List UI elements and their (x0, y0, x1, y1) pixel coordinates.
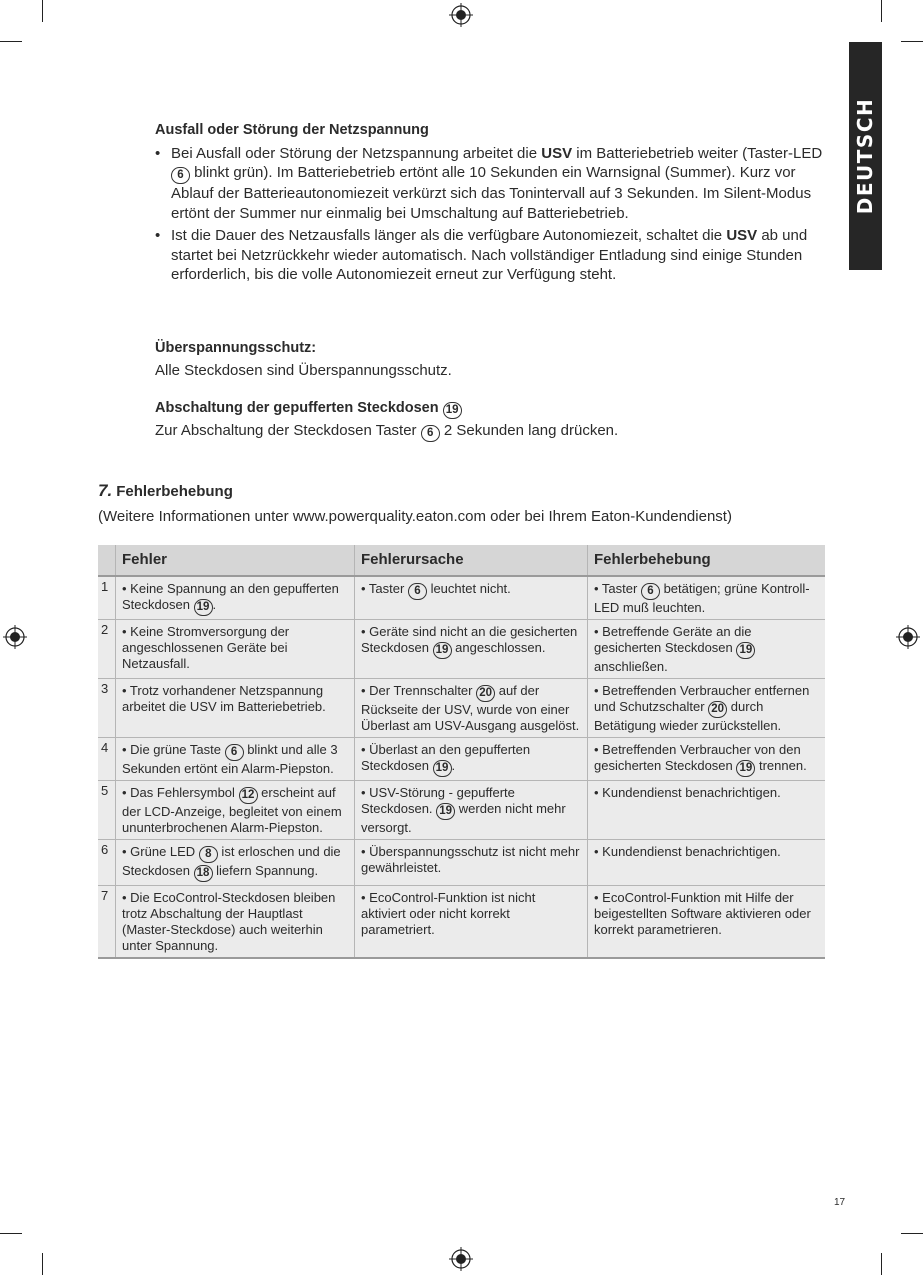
cell-text: • Betreffenden Verbraucher von den gesicherten Steckdosen (594, 742, 801, 773)
cell-text: erscheint auf der LCD-Anzeige, begleitet von einem ununterbrochenen Alarm-Piepston. (122, 785, 342, 835)
cell-fehlerursache (355, 738, 588, 781)
cell-text: trennen. (755, 758, 807, 773)
cell-text: durch Betätigung wieder zurückstellen. (594, 699, 782, 733)
ref-number-badge: 6 (408, 583, 427, 600)
table-header-row (98, 545, 825, 576)
cell-text: . (451, 758, 456, 773)
language-label: DEUTSCH (853, 97, 878, 215)
cell-text: werden nicht mehr versorgt. (361, 801, 566, 835)
cell-text: • Grüne LED (122, 844, 199, 859)
cell-text: • Die grüne Taste (122, 742, 225, 757)
outage-section (155, 121, 835, 285)
cell-text: • USV-Störung - gepufferte Steckdosen. (361, 785, 515, 816)
ref-number-badge: 20 (476, 685, 495, 702)
ref-number-badge: 18 (194, 865, 213, 882)
table-row (98, 886, 825, 959)
cell-text: • Keine Spannung an den gepufferten Steckdosen (122, 581, 339, 612)
cell-fehlerursache (355, 620, 588, 679)
header-fehlerbehebung: Fehlerbehebung (588, 545, 826, 576)
cell-text: • Taster (361, 581, 408, 596)
crop-mark (901, 1233, 923, 1234)
cell-fehlerbehebung (588, 886, 826, 959)
cell-fehlerursache (355, 576, 588, 620)
ref-number-badge: 6 (641, 583, 660, 600)
surge-heading: Überspannungsschutz: (155, 340, 317, 356)
outage-bullet-1: • Bei Ausfall oder Störung der Netzspannung arbeitet die USV im Batteriebetrieb weiter (Taster-LED 6 blinkt grün). Im Batteriebetrieb ertönt alle 10 Sekunden ein Warnsignal (Summer). Kurz vor Ablauf der Batterieautonomiezeit verkürzt sich das Tonintervall auf 3 Sekunden. Im Silent-Modus ertönt der Summer nur einmalig bei Umschaltung auf Batteriebetrieb. (155, 144, 823, 222)
cell-fehlerbehebung (588, 840, 826, 886)
cell-text: • Das Fehlersymbol (122, 785, 239, 800)
shutdown-heading: Abschaltung der gepufferten Steckdosen 19 (155, 399, 835, 419)
crop-mark (0, 41, 22, 42)
cell-text: • Der Trennschalter (361, 683, 477, 698)
ref-number-badge: 19 (736, 760, 755, 777)
registration-mark-icon (896, 625, 920, 649)
cell-fehlerbehebung (588, 781, 826, 840)
crop-mark (901, 41, 923, 42)
cell-text: angeschlossen. (451, 640, 546, 655)
cell-text: • Keine Stromversorgung der angeschlossenen Geräte bei Netzausfall. (122, 624, 290, 671)
crop-mark (881, 1253, 882, 1275)
cell-text: • Kundendienst benachrichtigen. (594, 844, 781, 859)
cell-text: • Überspannungsschutz ist nicht mehr gewährleistet. (361, 844, 580, 875)
ref-number-badge: 19 (436, 803, 455, 820)
cell-text: • Überlast an den gepufferten Steckdosen (361, 742, 531, 773)
section-number: 7. (98, 481, 113, 500)
cell-fehlerbehebung (588, 620, 826, 679)
crop-mark (42, 1253, 43, 1275)
cell-text: blinkt und alle 3 Sekunden ertönt ein Alarm-Piepston. (122, 742, 338, 776)
cell-fehlerursache (355, 840, 588, 886)
table-row (98, 620, 825, 679)
cell-fehler (116, 576, 355, 620)
cell-text: • Betreffenden Verbraucher entfernen und Schutzschalter (594, 683, 810, 714)
cell-fehlerursache (355, 886, 588, 959)
ref-number-badge: 12 (239, 787, 258, 804)
header-fehlerursache: Fehlerursache (355, 545, 588, 576)
ref-number-badge: 19 (736, 642, 755, 659)
row-number: 6 (98, 840, 116, 886)
cell-fehlerursache (355, 679, 588, 738)
cell-fehlerursache (355, 781, 588, 840)
language-side-tab (849, 42, 882, 270)
cell-text: • Taster (594, 581, 641, 596)
registration-mark-icon (449, 3, 473, 27)
ref-number-badge: 20 (708, 701, 727, 718)
cell-text: • Betreffende Geräte an die gesicherten Steckdosen (594, 624, 752, 655)
ref-number-badge: 6 (225, 744, 244, 761)
cell-text: ist erloschen und die Steckdosen (122, 844, 341, 878)
cell-text: • Kundendienst benachrichtigen. (594, 785, 781, 800)
registration-mark-icon (3, 625, 27, 649)
row-number: 1 (98, 576, 116, 620)
page-number: 17 (834, 1197, 846, 1208)
surge-text: Alle Steckdosen sind Überspannungsschutz. (155, 361, 452, 379)
ref-number-badge: 19 (433, 760, 452, 777)
cell-text: • Geräte sind nicht an die gesicherten Steckdosen (361, 624, 578, 655)
cell-fehler (116, 738, 355, 781)
cell-fehlerbehebung (588, 679, 826, 738)
troubleshooting-table (98, 545, 825, 959)
crop-mark (881, 0, 882, 22)
ref-number-badge: 19 (194, 599, 213, 616)
cell-fehler (116, 886, 355, 959)
cell-fehler (116, 679, 355, 738)
ref-number-badge: 19 (433, 642, 452, 659)
row-number: 4 (98, 738, 116, 781)
header-number-cell (98, 545, 116, 576)
cell-fehler (116, 781, 355, 840)
outage-heading: Ausfall oder Störung der Netzspannung (155, 122, 429, 138)
section-intro: (Weitere Informationen unter www.powerquality.eaton.com oder bei Ihrem Eaton-Kundendienst) (98, 508, 732, 525)
cell-text: • EcoControl-Funktion mit Hilfe der beigestellten Software aktivieren oder korrekt parametrieren. (594, 890, 811, 937)
surge-section (155, 339, 835, 380)
cell-text: anschließen. (594, 659, 668, 674)
ref-number-badge: 19 (443, 402, 462, 419)
row-number: 5 (98, 781, 116, 840)
table-row (98, 781, 825, 840)
shutdown-section (155, 399, 835, 442)
section-title (98, 481, 233, 501)
row-number: 3 (98, 679, 116, 738)
table-row (98, 738, 825, 781)
cell-text: • Die EcoControl-Steckdosen bleiben trotz Abschaltung der Hauptlast (Master-Steckdose) auch weiterhin unter Spannung. (122, 890, 336, 953)
ref-number-badge: 8 (199, 846, 218, 863)
registration-mark-icon (449, 1247, 473, 1271)
cell-text: • Trotz vorhandener Netzspannung arbeitet die USV im Batteriebetrieb. (122, 683, 326, 714)
outage-bullet-2: • Ist die Dauer des Netzausfalls länger als die verfügbare Autonomiezeit, schaltet die USV ab und startet bei Netzrückkehr wieder automatisch. Nach vollständiger Entladung sind einige Stunden erforderlich, bis die volle Autonomiezeit erneut zur Verfügung steht. (155, 227, 808, 283)
cell-fehlerbehebung (588, 738, 826, 781)
row-number: 7 (98, 886, 116, 959)
cell-text: . (212, 597, 217, 612)
table-row (98, 840, 825, 886)
shutdown-text: Zur Abschaltung der Steckdosen Taster 6 2 Sekunden lang drücken. (155, 421, 835, 442)
ref-number-badge: 6 (421, 425, 440, 442)
cell-fehler (116, 620, 355, 679)
header-fehler: Fehler (116, 545, 355, 576)
cell-text: auf der Rückseite der USV, wurde von einer Überlast am USV-Ausgang ausgelöst. (361, 683, 580, 733)
table-body (98, 576, 825, 958)
table-row (98, 576, 825, 620)
table-row (98, 679, 825, 738)
crop-mark (42, 0, 43, 22)
cell-fehler (116, 840, 355, 886)
crop-mark (0, 1233, 22, 1234)
cell-fehlerbehebung (588, 576, 826, 620)
section-title-text: Fehlerbehebung (116, 483, 233, 500)
cell-text: betätigen; grüne Kontroll-LED muß leuchten. (594, 581, 810, 615)
cell-text: liefern Spannung. (212, 863, 319, 878)
cell-text: leuchtet nicht. (426, 581, 511, 596)
row-number: 2 (98, 620, 116, 679)
cell-text: • EcoControl-Funktion ist nicht aktiviert oder nicht korrekt parametriert. (361, 890, 536, 937)
ref-number-badge: 6 (171, 167, 190, 184)
